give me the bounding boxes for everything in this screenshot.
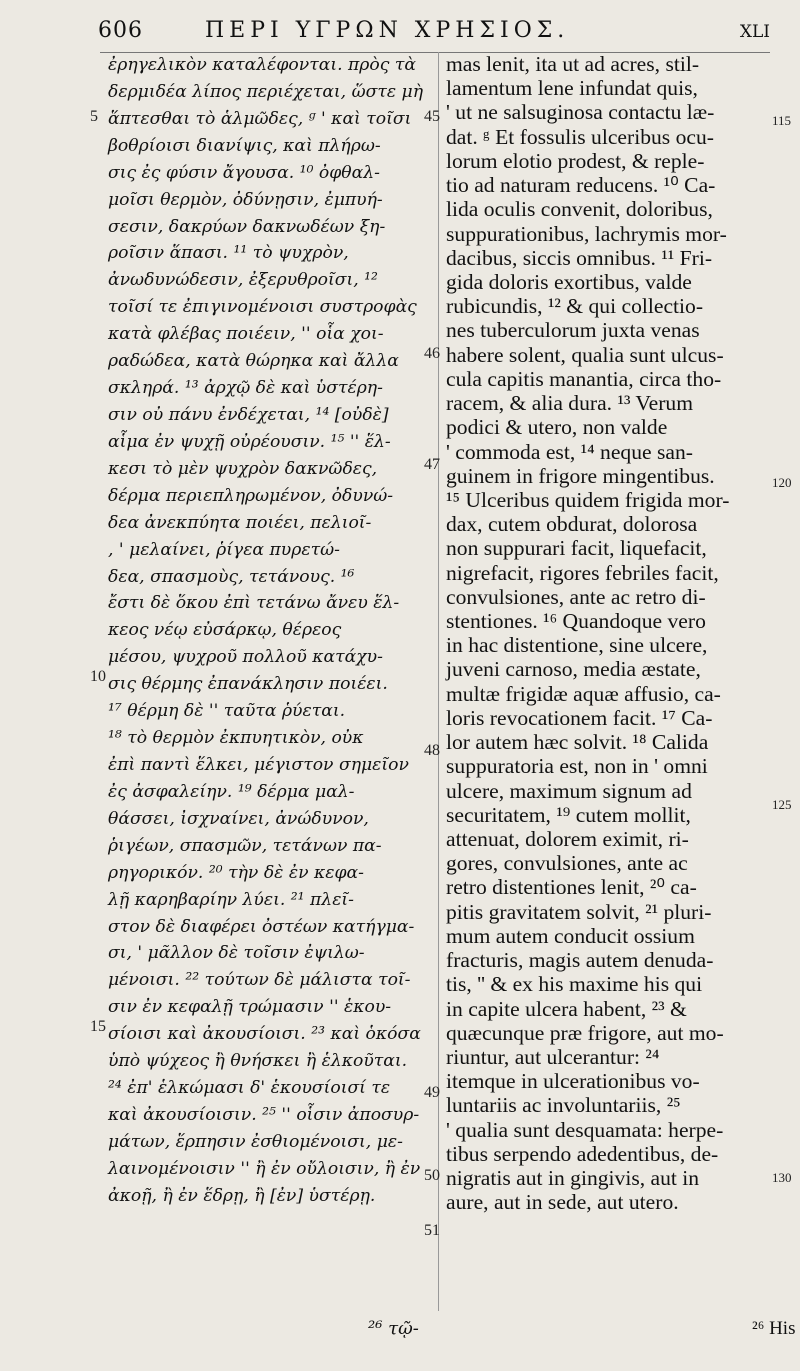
greek-text-line: σις ἐς φύσιν ἄγουσα. ¹⁰ ὀφθαλ- (108, 162, 380, 183)
latin-text-line: rubicundis, ¹² & qui collectio- (446, 294, 704, 319)
greek-text-line: ¹⁷ θέρμη δὲ '' ταῦτα ῥύεται. (108, 701, 346, 722)
latin-text-line: quæcunque præ frigore, aut mo- (446, 1020, 724, 1045)
latin-text-line: nigratis aut in gingivis, aut in (446, 1166, 700, 1191)
latin-text-line: cula capitis manantia, circa tho- (446, 366, 722, 391)
greek-text-line: κεος νέῳ εὐσάρκῳ, θέρεος (108, 620, 342, 641)
catchword-greek: ²⁶ τῷ- (368, 1318, 419, 1339)
line-number-inner: 51 (424, 1222, 440, 1239)
greek-text-line: δεα, σπασμοὺς, τετάνους. ¹⁶ (108, 566, 355, 587)
latin-text-line: mum autem conducit ossium (446, 923, 695, 948)
greek-text-line: θάσσει, ἰσχναίνει, ἀνώδυνον, (108, 808, 369, 829)
latin-text-line: stentiones. ¹⁶ Quandoque vero (446, 609, 706, 634)
latin-column (446, 52, 764, 1215)
line-number-inner: 48 (424, 742, 440, 759)
latin-text-line: dacibus, siccis omnibus. ¹¹ Fri- (446, 245, 713, 270)
greek-text-line: λαινομένοισιν '' ἢ ἐν οὔλοισιν, ἢ ἐν (108, 1158, 421, 1179)
latin-text-line: luntariis ac involuntariis, ²⁵ (446, 1093, 681, 1118)
latin-text-line: nes tuberculorum juxta venas (446, 318, 700, 343)
latin-text-line: juveni carnoso, media æstate, (446, 657, 701, 682)
greek-text-line: σις θέρμης ἐπανάκλησιν ποιέει. (108, 674, 388, 695)
latin-text-line: convulsiones, ante ac retro di- (446, 584, 706, 609)
latin-text-line: ' qualia sunt desquamata: herpe- (446, 1117, 724, 1142)
latin-text-line: suppurationibus, lachrymis mor- (446, 221, 727, 246)
latin-text-line: podici & utero, non valde (446, 415, 668, 440)
greek-text-line: στον δὲ διαφέρει ὀστέων κατήγμα- (108, 916, 415, 937)
greek-text-line: κατὰ φλέβας ποιέειν, '' οἷα χοι- (108, 324, 384, 345)
greek-text-line: καὶ ἀκουσίοισιν. ²⁵ '' οἷσιν ἀποσυρ- (108, 1104, 420, 1125)
greek-text-line: ἐρηγελικὸν καταλέφονται. πρὸς τὰ (108, 55, 416, 75)
latin-text-line: habere solent, qualia sunt ulcus- (446, 342, 724, 367)
latin-text-line: in capite ulcera habent, ²³ & (446, 996, 687, 1021)
latin-text-line: tis, '' & ex his maxime his qui (446, 972, 703, 997)
latin-text-line: dat. ᵍ Et fossulis ulceribus ocu- (446, 124, 714, 149)
greek-text-line: ἔστι δὲ ὅκου ἐπὶ τετάνω ἄνευ ἕλ- (108, 593, 400, 614)
greek-text-line: ὑπὸ ψύχεος ἢ θνήσκει ἢ ἑλκοῦται. (108, 1051, 408, 1072)
latin-text-line: lor autem hæc solvit. ¹⁸ Calida (446, 730, 709, 755)
greek-text-line: μοῖσι θερμὸν, ὀδύνῃσιν, ἐμπυή- (108, 189, 383, 210)
greek-text-line: λῇ καρηβαρίην λύει. ²¹ πλεῖ- (108, 889, 354, 910)
line-number-inner: 49 (424, 1084, 440, 1101)
latin-text-line: nigrefacit, rigores febriles facit, (446, 560, 719, 585)
greek-text-line: ἐς ἀσφαλείην. ¹⁹ δέρμα μαλ- (108, 781, 355, 802)
greek-column (108, 52, 426, 1210)
latin-text-line: guinem in frigore mingentibus. (446, 463, 715, 488)
greek-text-line: κεσι τὸ μὲν ψυχρὸν δακνῶδες, (108, 458, 378, 479)
latin-text-line: ' commoda est, ¹⁴ neque san- (446, 439, 693, 464)
latin-text-line: lorum elotio prodest, & reple- (446, 148, 705, 173)
running-head: ΠΕΡΙ ΥΓΡΩΝ ΧΡΗΣΙΟΣ. (205, 18, 570, 43)
latin-text-line: in hac distentione, sine ulcere, (446, 633, 708, 658)
signature-mark: XLI (739, 22, 770, 42)
greek-text-line: σιν οὐ πάνυ ἐνδέχεται, ¹⁴ [οὐδὲ] (108, 404, 389, 425)
greek-text-line: ῥιγέων, σπασμῶν, τετάνων πα- (108, 835, 382, 856)
line-number-outer: 115 (772, 113, 792, 128)
greek-text-line: σίοισι καὶ ἀκουσίοισι. ²³ καὶ ὁκόσα (108, 1024, 421, 1045)
latin-text-line: multæ frigidæ aquæ affusio, ca- (446, 681, 721, 706)
latin-text-line: attenuat, dolorem eximit, ri- (446, 827, 689, 851)
latin-text-line: securitatem, ¹⁹ cutem mollit, (446, 802, 691, 827)
page-number: 606 (98, 18, 143, 43)
column-divider (438, 52, 439, 1311)
greek-text-line: τοῖσί τε ἐπιγινομένοισι συστροφὰς (108, 297, 417, 318)
greek-text-line: ροῖσιν ἅπασι. ¹¹ τὸ ψυχρὸν, (108, 243, 349, 264)
latin-text-line: lamentum lene infundat quis, (446, 76, 698, 101)
latin-text-line: retro distentiones lenit, ²⁰ ca- (446, 875, 697, 900)
greek-text-line: ραδώδεα, κατὰ θώρηκα καὶ ἄλλα (108, 351, 399, 372)
greek-text-line: δέρμα περιεπληρωμένον, ὀδυνώ- (108, 485, 394, 506)
greek-text-line: σεσιν, δακρύων δακνωδέων ξη- (108, 216, 386, 237)
latin-text-line: ¹⁵ Ulceribus quidem frigida mor- (446, 487, 730, 512)
latin-text-line: mas lenit, ita ut ad acres, stil- (446, 52, 700, 76)
line-number-inner: 46 (424, 345, 440, 362)
latin-text-line: loris revocationem facit. ¹⁷ Ca- (446, 705, 713, 730)
line-number-inner: 45 (424, 108, 440, 125)
latin-text-line: pitis gravitatem solvit, ²¹ pluri- (446, 899, 712, 924)
line-number-left: 10 (90, 668, 106, 685)
latin-text-line: riuntur, aut ulcerantur: ²⁴ (446, 1044, 660, 1069)
greek-text-line: μέσου, ψυχροῦ πολλοῦ κατάχυ- (108, 647, 383, 668)
line-number-inner: 50 (424, 1167, 440, 1184)
greek-text-line: ἅπτεσθαι τὸ ἁλμῶδες, ᵍ ' καὶ τοῖσι (108, 108, 412, 129)
line-number-inner: 47 (424, 456, 440, 473)
greek-text-line: σκληρά. ¹³ ἀρχῷ δὲ καὶ ὑστέρη- (108, 378, 383, 399)
latin-text-line: fracturis, magis autem denuda- (446, 948, 714, 973)
latin-text-line: dax, cutem obdurat, dolorosa (446, 512, 698, 537)
greek-text-line: δερμιδέα λίπος περιέχεται, ὥστε μὴ (108, 81, 424, 102)
greek-text-line: δεα ἀνεκπύητα ποιέει, πελιοῖ- (108, 512, 372, 533)
catchword-latin: ²⁶ His (752, 1318, 796, 1339)
greek-text-line: ρηγορικόν. ²⁰ τὴν δὲ ἐν κεφα- (108, 862, 364, 883)
line-number-left: 15 (90, 1018, 106, 1035)
latin-text-line: gores, convulsiones, ante ac (446, 851, 688, 876)
latin-text-line: non suppurari facit, liquefacit, (446, 536, 707, 561)
greek-text-line: ²⁴ ἐπ' ἑλκώμασι δ' ἑκουσίοισί τε (108, 1078, 391, 1099)
line-number-left: 5 (90, 108, 98, 125)
latin-text-line: gida doloris exortibus, valde (446, 269, 692, 294)
greek-text-line: ἀνωδυνώδεσιν, ἐξερυθροῖσι, ¹² (108, 270, 378, 291)
greek-text-line: ἀκοῇ, ἢ ἐν ἕδρῃ, ἢ [ἐν] ὑστέρῃ. (108, 1185, 376, 1206)
greek-text-line: βοθρίοισι διανίψις, καὶ πλήρω- (108, 135, 381, 156)
latin-text-line: lida oculis convenit, doloribus, (446, 197, 713, 222)
line-number-outer: 130 (772, 1170, 792, 1185)
line-number-outer: 125 (772, 797, 792, 812)
greek-text-line: ἐπὶ παντὶ ἕλκει, μέγιστον σημεῖον (108, 754, 409, 775)
latin-text-line: aure, aut in sede, aut utero. (446, 1190, 679, 1215)
page-header (0, 14, 800, 48)
line-number-outer: 120 (772, 475, 792, 490)
latin-text-line: itemque in ulcerationibus vo- (446, 1069, 700, 1094)
greek-text-line: σι, ' μᾶλλον δὲ τοῖσιν ἐψιλω- (108, 943, 365, 964)
latin-text-line: tibus serpendo adedentibus, de- (446, 1141, 719, 1166)
latin-text-line: suppuratoria est, non in ' omni (446, 754, 708, 779)
greek-text-line: ¹⁸ τὸ θερμὸν ἐκπυητικὸν, οὐκ (108, 728, 364, 749)
latin-text-line: racem, & alia dura. ¹³ Verum (446, 391, 693, 416)
greek-text-line: σιν ἐν κεφαλῇ τρώμασιν '' ἑκου- (108, 997, 392, 1018)
greek-text-line: , ' μελαίνει, ῥίγεα πυρετώ- (108, 539, 340, 560)
latin-text-line: tio ad naturam reducens. ¹⁰ Ca- (446, 173, 716, 198)
greek-text-line: μένοισι. ²² τούτων δὲ μάλιστα τοῖ- (108, 970, 411, 991)
greek-text-line: αἷμα ἐν ψυχῇ οὐρέουσιν. ¹⁵ '' ἕλ- (108, 431, 391, 452)
latin-text-line: ' ut ne salsuginosa contactu læ- (446, 100, 715, 125)
greek-text-line: μάτων, ἕρπησιν ἐσθιομένοισι, με- (108, 1131, 403, 1152)
latin-text-line: ulcere, maximum signum ad (446, 778, 692, 803)
